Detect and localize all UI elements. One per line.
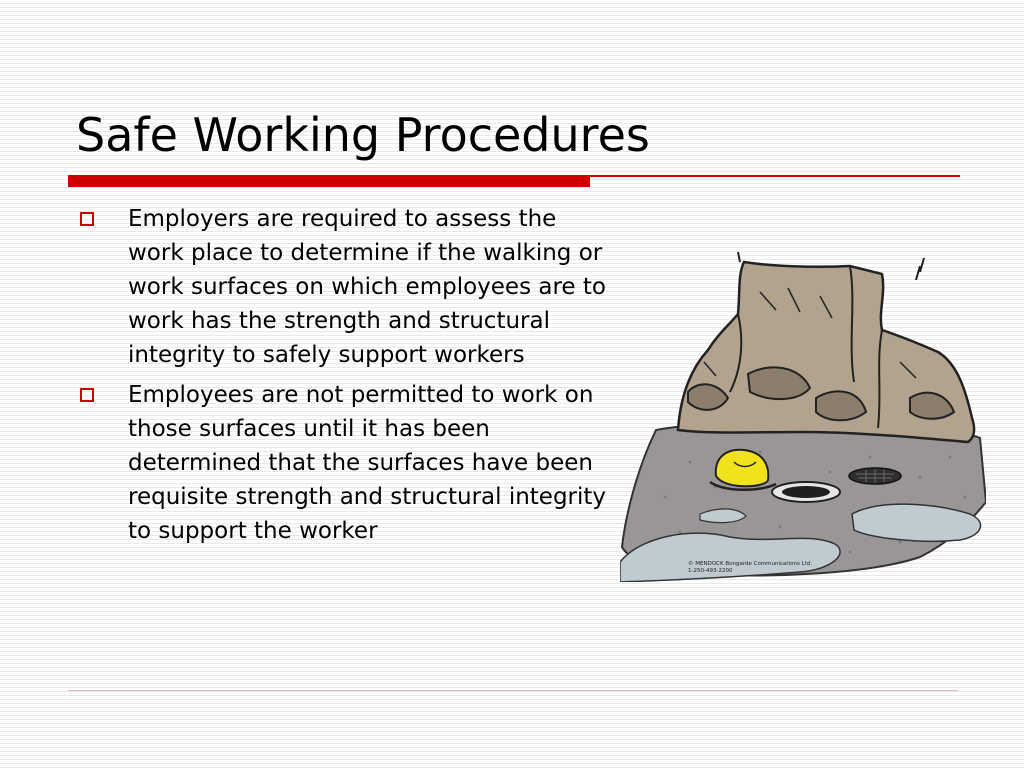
bullet-text: Employees are not permitted to work on those surfaces until it has been determined that the surfaces have been requisite strength and structural integrity to support the worker (128, 382, 607, 544)
title-underline-thick (68, 175, 590, 187)
slide-title: Safe Working Procedures (76, 108, 650, 162)
bullet-item (76, 202, 616, 372)
rock-debris-illustration (620, 252, 986, 582)
illustration-credit: © MENDOCK Bongarde Communications Ltd. (688, 561, 813, 567)
footer-divider (68, 690, 958, 691)
illustration-credit-phone: 1-250-493-2200 (688, 568, 733, 574)
bullet-list (76, 202, 616, 554)
bullet-text: Employers are required to assess the work place to determine if the walking or work surfaces on which employees are to work has the strength and structural integrity to safely support workers (128, 206, 606, 368)
title-underline-thin (590, 175, 960, 177)
hollow-square-bullet-icon (80, 212, 94, 226)
bullet-item (76, 378, 616, 548)
hollow-square-bullet-icon (80, 388, 94, 402)
